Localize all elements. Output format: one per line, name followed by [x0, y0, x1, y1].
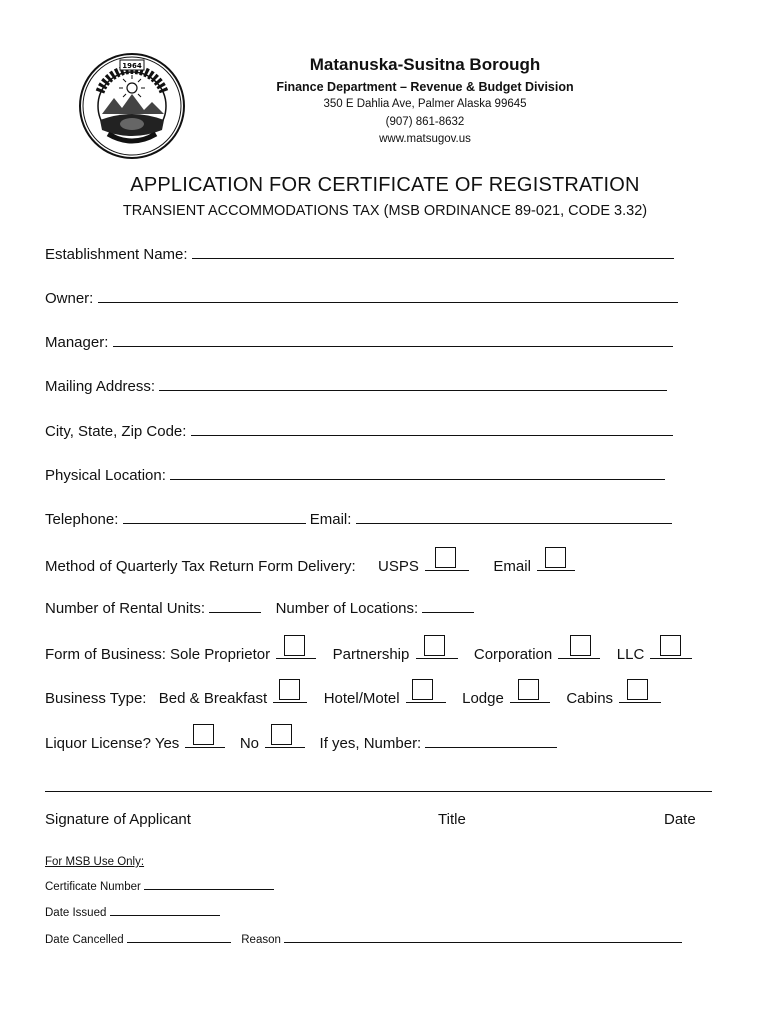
manager-row: [45, 334, 673, 351]
owner-field[interactable]: [98, 290, 678, 303]
lodge-checkbox[interactable]: [510, 688, 550, 703]
email-label: Email:: [309, 511, 352, 528]
llc-label: LLC: [616, 646, 645, 663]
manager-label: Manager:: [45, 334, 109, 351]
contact-row: [45, 511, 672, 528]
physical-location-field[interactable]: [170, 467, 665, 480]
establishment-name-label: Establishment Name:: [45, 246, 188, 263]
website[interactable]: www.matsugov.us: [379, 133, 471, 145]
msb-use-heading: For MSB Use Only:: [45, 856, 145, 868]
liquor-no-label: No: [239, 735, 260, 752]
partnership-label: Partnership: [332, 646, 410, 663]
sole-proprietor-checkbox[interactable]: [276, 644, 316, 659]
cabins-checkbox[interactable]: [619, 688, 661, 703]
city-state-zip-field[interactable]: [191, 423, 673, 436]
city-state-zip-label: City, State, Zip Code:: [45, 423, 187, 440]
phone-number: (907) 861-8632: [385, 116, 465, 128]
certificate-number-row: [45, 880, 274, 893]
liquor-no-checkbox[interactable]: [265, 733, 305, 748]
establishment-name-row: [45, 246, 674, 263]
mailing-address-label: Mailing Address:: [45, 378, 156, 395]
date-issued-label: Date Issued: [45, 907, 107, 919]
date-cancelled-row: [45, 933, 682, 946]
date-cancelled-field[interactable]: [127, 933, 231, 943]
cabins-label: Cabins: [566, 690, 614, 707]
usps-label: USPS: [378, 558, 419, 575]
bed-breakfast-checkbox[interactable]: [273, 688, 307, 703]
certificate-number-field[interactable]: [144, 880, 274, 890]
email-delivery-label: Email: [493, 558, 531, 575]
partnership-checkbox[interactable]: [416, 644, 458, 659]
email-delivery-checkbox[interactable]: [537, 556, 575, 571]
establishment-name-field[interactable]: [192, 246, 674, 259]
borough-seal-logo: [78, 52, 186, 160]
signature-applicant-label: Signature of Applicant: [45, 811, 191, 828]
rental-units-field[interactable]: [209, 600, 261, 613]
delivery-method-row: [45, 556, 577, 575]
business-type-label: Business Type:: [45, 690, 147, 707]
signature-line[interactable]: [45, 791, 712, 792]
address: 350 E Dahlia Ave, Palmer Alaska 99645: [323, 98, 527, 110]
physical-location-row: [45, 467, 665, 484]
liquor-license-label: Liquor License?: [45, 735, 151, 752]
form-subtitle: TRANSIENT ACCOMMODATIONS TAX (MSB ORDINANCE 89-021, CODE 3.32): [122, 203, 648, 219]
date-cancelled-label: Date Cancelled: [45, 934, 124, 946]
form-of-business-label: Form of Business:: [45, 646, 166, 663]
liquor-number-label: If yes, Number:: [319, 735, 422, 752]
date-issued-field[interactable]: [110, 906, 220, 916]
form-title: APPLICATION FOR CERTIFICATE OF REGISTRATION: [130, 174, 640, 196]
llc-checkbox[interactable]: [650, 644, 692, 659]
liquor-yes-checkbox[interactable]: [185, 733, 225, 748]
mailing-address-field[interactable]: [159, 378, 667, 391]
delivery-method-label: Method of Quarterly Tax Return Form Delivery:: [45, 558, 356, 575]
business-type-row: [45, 688, 663, 707]
date-issued-row: [45, 906, 220, 919]
svg-text:1964: 1964: [122, 62, 142, 70]
locations-label: Number of Locations:: [275, 600, 419, 617]
locations-field[interactable]: [422, 600, 474, 613]
owner-row: [45, 290, 678, 307]
city-state-zip-row: [45, 423, 673, 440]
mailing-address-row: [45, 378, 667, 395]
physical-location-label: Physical Location:: [45, 467, 166, 484]
telephone-field[interactable]: [123, 511, 306, 524]
liquor-number-field[interactable]: [425, 735, 557, 748]
units-row: [45, 600, 474, 617]
signature-date-label: Date: [664, 811, 696, 828]
signature-title-label: Title: [438, 811, 466, 828]
certificate-number-label: Certificate Number: [45, 881, 141, 893]
hotel-motel-checkbox[interactable]: [406, 688, 446, 703]
lodge-label: Lodge: [462, 690, 504, 707]
hotel-motel-label: Hotel/Motel: [323, 690, 400, 707]
rental-units-label: Number of Rental Units:: [45, 600, 206, 617]
manager-field[interactable]: [113, 334, 673, 347]
bed-breakfast-label: Bed & Breakfast: [158, 690, 268, 707]
liquor-yes-label: Yes: [154, 735, 180, 752]
form-of-business-row: [45, 644, 694, 663]
telephone-label: Telephone:: [45, 511, 119, 528]
reason-field[interactable]: [284, 933, 682, 943]
reason-label: Reason: [241, 934, 281, 946]
organization-name: Matanuska-Susitna Borough: [309, 55, 541, 74]
sole-proprietor-label: Sole Proprietor: [170, 646, 271, 663]
usps-checkbox[interactable]: [425, 556, 469, 571]
department-name: Finance Department – Revenue & Budget Division: [276, 80, 574, 94]
corporation-label: Corporation: [473, 646, 553, 663]
corporation-checkbox[interactable]: [558, 644, 600, 659]
liquor-license-row: [45, 733, 557, 752]
email-field[interactable]: [356, 511, 672, 524]
owner-label: Owner:: [45, 290, 94, 307]
